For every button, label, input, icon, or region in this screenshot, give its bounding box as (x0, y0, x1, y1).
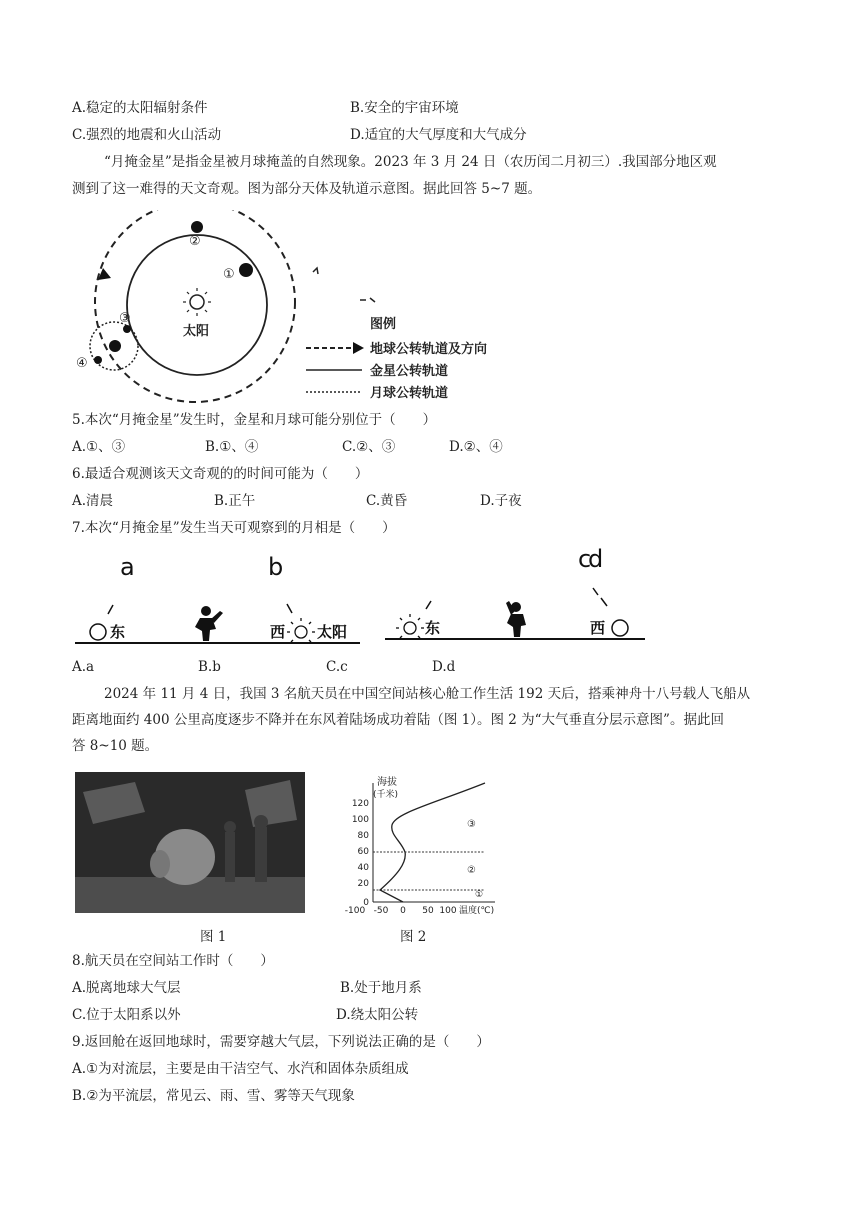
q9-option-a: A.①为对流层，主要是由干洁空气、水汽和固体杂质组成 (72, 1061, 409, 1077)
passage1-line1: “月掩金星”是指金星被月球掩盖的自然现象。2023 年 3 月 24 日（农历闰二月初三）.我国部分地区观 (104, 154, 717, 170)
y-tick-120: 120 (351, 799, 369, 809)
venus-position-1 (239, 263, 253, 277)
observer-icon-left (195, 606, 223, 641)
passage2-line3: 答 8~10 题。 (72, 738, 159, 754)
q4-option-a: A.稳定的太阳辐射条件 (72, 100, 208, 116)
q6-option-a: A.清晨 (72, 493, 114, 509)
sun-ray-c (426, 601, 431, 609)
x-tick-neg50: -50 (373, 906, 389, 915)
q4-option-c: C.强烈的地震和火山活动 (72, 127, 222, 143)
label-sun-b: 太阳 (317, 623, 348, 641)
layer-marker-3: ③ (467, 819, 476, 830)
sun-icon-c (396, 614, 424, 638)
moon-position-3 (123, 325, 131, 333)
q7-option-a: A.a (72, 659, 95, 675)
q8-option-a: A.脱离地球大气层 (72, 980, 181, 996)
x-tick-50: 50 (422, 906, 434, 915)
q8-stem: 8.航天员在空间站工作时（ ） (72, 953, 274, 969)
venus-orbit (127, 235, 267, 375)
legend-item-moon-orbit: 月球公转轨道 (370, 386, 449, 401)
y-axis-title: 海拔 (377, 777, 397, 788)
q7-stem: 7.本次“月掩金星”发生当天可观察到的月相是（ ） (72, 520, 396, 536)
legend-item-venus-orbit: 金星公转轨道 (370, 364, 449, 379)
temperature-curve (380, 783, 485, 902)
panel-letter-a: a (120, 553, 135, 581)
moon-icon-a (90, 624, 106, 640)
q5-option-b: B.①、④ (205, 439, 259, 455)
label-east-c: 东 (425, 619, 441, 637)
observer-icon-right (506, 601, 526, 637)
x-tick-neg100: -100 (344, 906, 366, 915)
moon-icon-d (612, 620, 628, 636)
label-west-d: 西 (590, 619, 606, 637)
landing-photo (75, 772, 305, 913)
moon-ray-a (108, 605, 113, 614)
q8-option-b: B.处于地月系 (340, 980, 422, 996)
panel-letter-d: d (588, 545, 604, 573)
y-tick-20: 20 (357, 879, 369, 889)
label-west-b: 西 (270, 623, 286, 641)
q5-stem: 5.本次“月掩金星”发生时，金星和月球可能分别位于（ ） (72, 412, 437, 428)
q8-option-c: C.位于太阳系以外 (72, 1007, 181, 1023)
passage2-line1: 2024 年 11 月 4 日，我国 3 名航天员在中国空间站核心舱工作生活 192 天后，搭乘神舟十八号载人飞船从 (104, 686, 751, 702)
moon-position-4 (94, 356, 102, 364)
marker-3: ③ (119, 311, 131, 326)
x-tick-100: 100 (439, 906, 457, 915)
earth (109, 340, 121, 352)
panel-letter-c: c (578, 545, 592, 573)
y-axis-unit: (千米) (373, 790, 399, 800)
layer-marker-1: ① (475, 890, 484, 900)
marker-2: ② (189, 234, 201, 249)
sun-icon (183, 288, 211, 316)
q8-option-d: D.绕太阳公转 (336, 1007, 419, 1023)
legend-item-earth-orbit: 地球公转轨道及方向 (370, 342, 488, 357)
stray-mark (360, 298, 375, 302)
sun-icon-b (287, 618, 315, 642)
x-axis-title: 温度(℃) (459, 906, 495, 915)
q7-option-d: D.d (432, 659, 456, 675)
legend-title: 图例 (370, 317, 397, 332)
layer-marker-2: ② (467, 865, 476, 876)
q6-stem: 6.最适合观测该天文奇观的的时间可能为（ ） (72, 466, 369, 482)
y-tick-80: 80 (357, 831, 369, 841)
q4-option-b: B.安全的宇宙环境 (350, 100, 459, 116)
q5-option-a: A.①、③ (72, 439, 126, 455)
q6-option-b: B.正午 (214, 493, 256, 509)
q6-option-c: C.黄昏 (366, 493, 408, 509)
moon-ray-d (593, 588, 598, 595)
passage2-line2: 距离地面约 400 公里高度逐步不降并在东风着陆场成功着陆（图 1）。图 2 为“大气垂直分层示意图”。据此回 (72, 712, 724, 728)
moon-ray-d2 (601, 598, 607, 606)
sun-label: 太阳 (183, 324, 210, 339)
label-east-a: 东 (110, 623, 126, 641)
sun-ray-b (287, 604, 292, 613)
moon-phase-diagram (70, 545, 650, 650)
stray-mark (313, 268, 318, 274)
fig1-caption: 图 1 (200, 929, 227, 945)
q6-option-d: D.子夜 (480, 493, 522, 509)
y-tick-0: 0 (363, 898, 369, 908)
orbit-diagram (70, 210, 520, 405)
q9-stem: 9.返回舱在返回地球时，需要穿越大气层，下列说法正确的是（ ） (72, 1034, 490, 1050)
q7-option-b: B.b (198, 659, 221, 675)
marker-4: ④ (76, 356, 88, 371)
q5-option-c: C.②、③ (342, 439, 396, 455)
atmosphere-chart (335, 775, 500, 915)
passage1-line2: 测到了这一难得的天文奇观。图为部分天体及轨道示意图。据此回答 5~7 题。 (72, 181, 542, 197)
legend-arrow (353, 342, 364, 354)
x-tick-0: 0 (400, 906, 406, 915)
q7-option-c: C.c (326, 659, 348, 675)
q5-option-d: D.②、④ (449, 439, 503, 455)
y-tick-40: 40 (357, 863, 369, 873)
q4-option-d: D.适宜的大气厚度和大气成分 (350, 127, 527, 143)
y-tick-100: 100 (351, 815, 369, 825)
y-tick-60: 60 (357, 847, 369, 857)
q9-option-b: B.②为平流层，常见云、雨、雪、雾等天气现象 (72, 1088, 355, 1104)
marker-1: ① (223, 267, 235, 282)
fig2-caption: 图 2 (400, 929, 427, 945)
venus-position-2 (191, 221, 203, 233)
panel-letter-b: b (268, 553, 284, 581)
